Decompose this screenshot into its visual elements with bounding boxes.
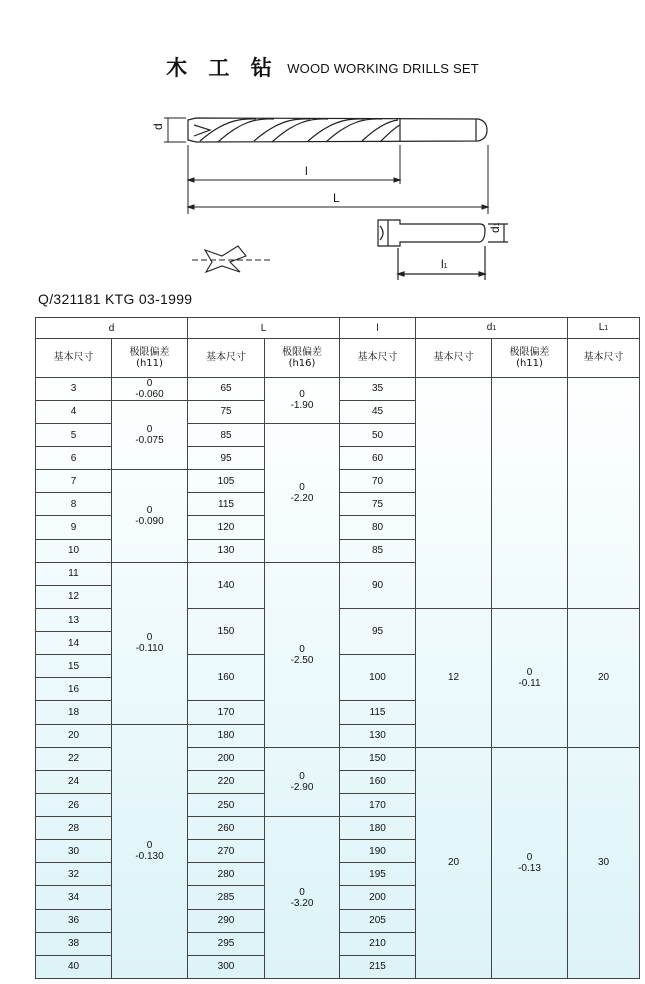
dim-label-l1: l1 (441, 257, 448, 271)
cell-L-tolerance: 0 -2.20 (265, 423, 340, 562)
cell-d: 26 (36, 793, 112, 816)
cell-d-tolerance: 0 -0.090 (112, 470, 188, 563)
cell-L: 105 (188, 470, 265, 493)
cell-l: 95 (340, 608, 416, 654)
cell-d: 22 (36, 747, 112, 770)
cell-l: 200 (340, 886, 416, 909)
cell-l: 60 (340, 447, 416, 470)
cell-d: 4 (36, 400, 112, 423)
cell-L: 150 (188, 608, 265, 654)
table-row (36, 377, 640, 400)
cell-d1-tolerance: 0 -0.11 (492, 608, 568, 747)
cell-d: 9 (36, 516, 112, 539)
cell-d: 11 (36, 562, 112, 585)
cell-d: 14 (36, 632, 112, 655)
header-l: l (340, 318, 416, 339)
header-L1-basic: 基本尺寸 (568, 339, 640, 377)
dim-label-d1: d1 (488, 222, 502, 233)
header-L1: L1 (568, 318, 640, 339)
cell-d1: 20 (416, 747, 492, 978)
cell-L-tolerance: 0 -1.90 (265, 377, 340, 423)
header-row-2 (36, 339, 640, 377)
cell-l: 90 (340, 562, 416, 608)
cell-L: 295 (188, 932, 265, 955)
dimension-lines (164, 118, 488, 214)
cell-L: 280 (188, 863, 265, 886)
cell-L: 130 (188, 539, 265, 562)
cell-l: 75 (340, 493, 416, 516)
cell-L-tolerance: 0 -2.50 (265, 562, 340, 747)
cell-l: 180 (340, 817, 416, 840)
cell-d: 36 (36, 909, 112, 932)
header-d1-deviation: 极限偏差 (h11) (492, 339, 568, 377)
cell-d: 5 (36, 423, 112, 446)
cell-L-tolerance: 0 -2.90 (265, 747, 340, 816)
cell-L: 260 (188, 817, 265, 840)
cell-l: 215 (340, 955, 416, 978)
drill-drawing (0, 0, 645, 290)
drill-body (188, 118, 487, 142)
cell-d1-tol-empty (492, 377, 568, 608)
header-l-basic: 基本尺寸 (340, 339, 416, 377)
cell-d: 34 (36, 886, 112, 909)
cell-L: 65 (188, 377, 265, 400)
cell-d: 20 (36, 724, 112, 747)
header-d-deviation: 极限偏差 (h11) (112, 339, 188, 377)
header-L-deviation: 极限偏差 (h16) (265, 339, 340, 377)
cell-d: 18 (36, 701, 112, 724)
cell-d: 3 (36, 377, 112, 400)
standard-number: Q/321181 KTG 03-1999 (38, 291, 193, 307)
cell-d1-tolerance: 0 -0.13 (492, 747, 568, 978)
cell-d: 10 (36, 539, 112, 562)
cell-L: 115 (188, 493, 265, 516)
cell-d: 12 (36, 585, 112, 608)
cell-l: 35 (340, 377, 416, 400)
dim-label-l: l (305, 164, 308, 178)
cell-L: 220 (188, 770, 265, 793)
cell-l: 80 (340, 516, 416, 539)
cell-L: 140 (188, 562, 265, 608)
cell-d: 24 (36, 770, 112, 793)
cell-L: 290 (188, 909, 265, 932)
cell-d: 7 (36, 470, 112, 493)
header-row-1 (36, 318, 640, 339)
cell-L1: 20 (568, 608, 640, 747)
cell-d: 30 (36, 840, 112, 863)
cell-L: 180 (188, 724, 265, 747)
cell-L1: 30 (568, 747, 640, 978)
header-L-basic: 基本尺寸 (188, 339, 265, 377)
cell-l: 130 (340, 724, 416, 747)
cell-l: 150 (340, 747, 416, 770)
cell-d: 32 (36, 863, 112, 886)
cell-d1-empty (416, 377, 492, 608)
cell-l: 45 (340, 400, 416, 423)
cell-d: 13 (36, 608, 112, 631)
title-english: WOOD WORKING DRILLS SET (287, 61, 479, 76)
cell-l: 160 (340, 770, 416, 793)
cell-l: 100 (340, 655, 416, 701)
cell-l: 170 (340, 793, 416, 816)
cell-d-tolerance: 0 -0.060 (112, 377, 188, 400)
cell-d: 6 (36, 447, 112, 470)
cell-d-tolerance: 0 -0.130 (112, 724, 188, 978)
header-d1: d1 (416, 318, 568, 339)
cell-d-tolerance: 0 -0.075 (112, 400, 188, 469)
cell-L: 170 (188, 701, 265, 724)
cell-L: 160 (188, 655, 265, 701)
header-L: L (188, 318, 340, 339)
cell-L1-empty (568, 377, 640, 608)
cell-l: 70 (340, 470, 416, 493)
cell-L: 85 (188, 423, 265, 446)
cell-l: 85 (340, 539, 416, 562)
tip-end-view (192, 246, 270, 272)
dim-label-L: L (333, 191, 340, 205)
cell-d: 8 (36, 493, 112, 516)
header-d-basic: 基本尺寸 (36, 339, 112, 377)
cell-d: 16 (36, 678, 112, 701)
cell-L: 200 (188, 747, 265, 770)
spec-table (35, 317, 640, 979)
cell-L: 95 (188, 447, 265, 470)
header-d1-basic: 基本尺寸 (416, 339, 492, 377)
cell-d: 38 (36, 932, 112, 955)
dim-label-d: d (151, 123, 165, 130)
cell-L: 300 (188, 955, 265, 978)
cell-L: 270 (188, 840, 265, 863)
cell-d1: 12 (416, 608, 492, 747)
cell-l: 195 (340, 863, 416, 886)
cell-L: 285 (188, 886, 265, 909)
spec-table-wrapper (35, 317, 639, 979)
cell-d-tolerance: 0 -0.110 (112, 562, 188, 724)
cell-L: 120 (188, 516, 265, 539)
title-chinese: 木 工 钻 (166, 56, 279, 80)
cell-l: 190 (340, 840, 416, 863)
cell-L: 75 (188, 400, 265, 423)
cell-d: 40 (36, 955, 112, 978)
header-d: d (36, 318, 188, 339)
cell-l: 50 (340, 423, 416, 446)
cell-d: 28 (36, 817, 112, 840)
cell-L-tolerance: 0 -3.20 (265, 817, 340, 979)
cell-l: 115 (340, 701, 416, 724)
cell-l: 205 (340, 909, 416, 932)
cell-l: 210 (340, 932, 416, 955)
cell-d: 15 (36, 655, 112, 678)
cell-L: 250 (188, 793, 265, 816)
